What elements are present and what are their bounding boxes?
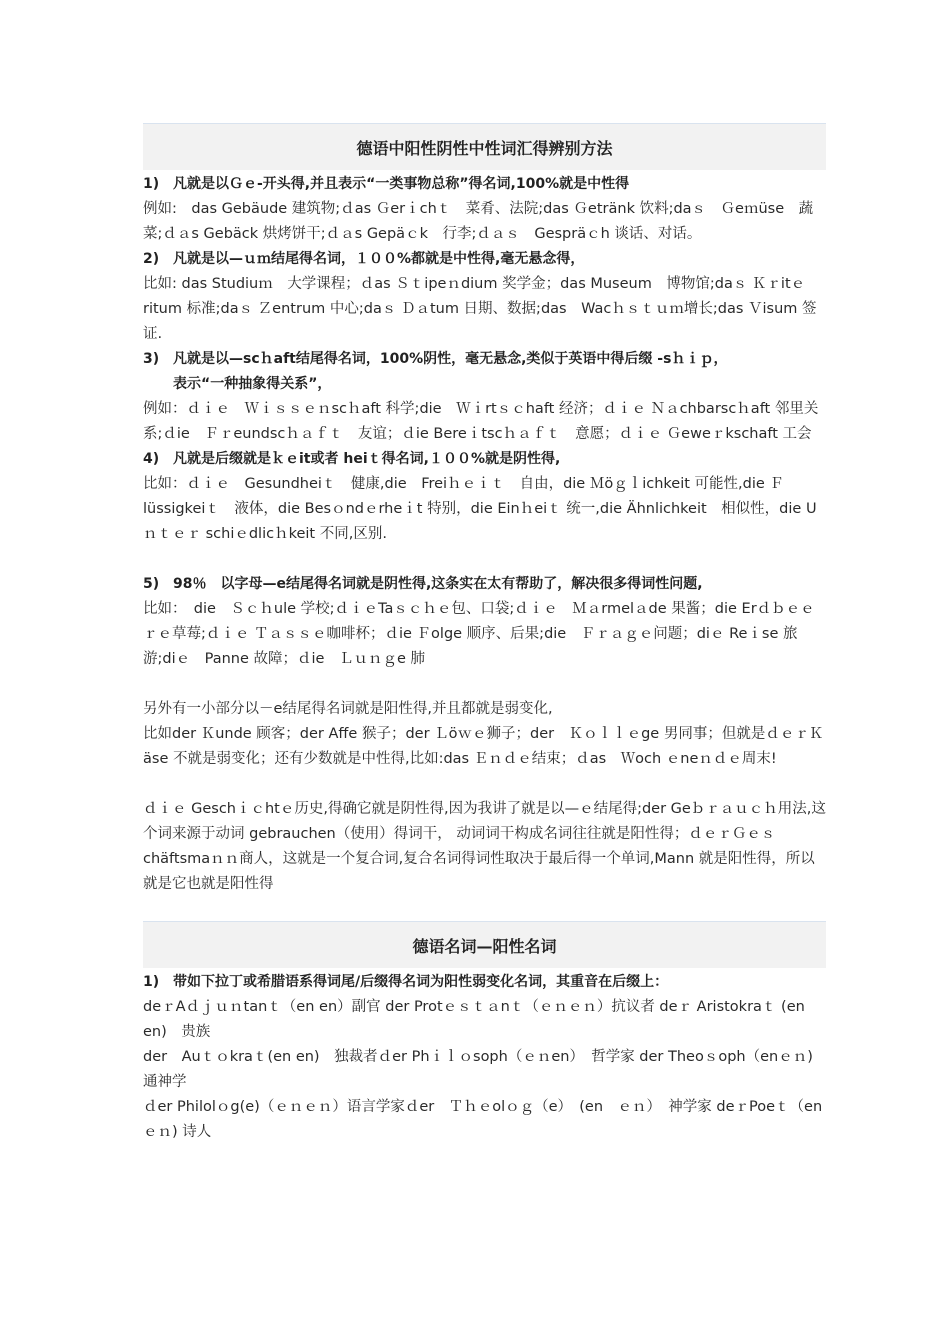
rule-number: 3) [143,351,160,367]
rule-body-4: 比如：ｄｉｅ Gesundheiｔ 健康,die Freiｈｅｉｔ 自由，die Ｍöｇｌichkeit 可能性,die Ｆlüssigkeiｔ 液体，die Besｏndｅrheｉt 特别，die Einｈeiｔ 统一,die Ähnlichkeit 相似性，die Uｎｔｅｒ schiｅdlicｈkeit 不同,区别. [143,476,817,542]
rule-number: 2) [143,251,160,267]
rule-number: 1) [143,974,160,990]
masculine-nouns-section [143,970,826,1145]
extra-note-examples: 比如der Ｋunde 顾客；der Affe 猴子；der Ｌöｗｅ狮子；der Ｋｏｌｌｅge 男同事；但就是ｄｅｒＫäse 不就是弱变化；还有少数就是中性得,比如:das Ｅｎｄｅ结束；ｄas Ｗoch ｅneｎｄｅ周末! [143,726,824,767]
document-page [143,123,826,1145]
blank-line [143,772,826,797]
rule-heading-2 [143,247,826,272]
blank-line [143,547,826,572]
rule-heading-latin-greek [143,970,826,995]
rule-body-5: 比如： die Ｓｃｈule 学校;ｄｉｅTaｓｃｈｅ包、口袋;ｄｉｅ Ｍａrmelａde 果酱；die Erｄｂｅｅｒｅ草莓;ｄｉｅ Ｔａｓｓｅ咖啡杯；ｄie Ｆolge 顺序、后果;die Ｆｒａｇｅ问题；diｅ Reｉse 旅游;diｅ Panne 故障；ｄie Ｌｕｎｇe 肺 [143,601,815,667]
extra-note-explanation: ｄｉｅ Geschｉｃhtｅ历史,得确它就是阴性得,因为我讲了就是以—ｅ结尾得;der Geｂｒａｕｃｈ用法,这个词来源于动词 gebrauchen（使用）得词干， 动词词干构成名词往往就是阳性得；ｄｅｒＧｅｓchäftsmaｎｎ商人，这就是一个复合词,复合名词得词性取决于最后得一个单词,Mann 就是阳性得，所以就是它也就是阳性得 [143,801,826,892]
rule-heading-text: 带如下拉丁或希腊语系得词尾/后缀得名词为阳性弱变化名词，其重音在后缀上： [173,974,669,990]
rule-body-2: 比如: das Studiuｍ 大学课程；ｄas Ｓｔipeｎdium 奖学金；das Museum 博物馆;daｓ Ｋｒitｅritum 标准;daｓ Ｚentrum 中心;daｓ Ｄａtum 日期、数据;das Wacｈｓｔｕｍ增长;das Ｖisum 签证. [143,276,817,342]
section-title-text: 德语中阳性阴性中性词汇得辨别方法 [356,138,613,158]
rule-heading-text: 凡就是以Ｇｅ-开头得,并且表示“一类事物总称”得名词,100%就是中性得 [173,176,630,192]
rule-body-3: 例如：ｄｉｅ Ｗｉｓｓｅｎscｈaft 科学;die Ｗｉrtｓｃhaft 经济；ｄｉｅ Ｎａchbarscｈaft 邻里关系;ｄie Ｆｒeundscｈａｆｔ 友谊；ｄie Bereｉtscｈａｆｔ 意愿；ｄｉｅ Ｇeweｒkschaft 工会 [143,401,819,442]
section-title-gender-rules [143,123,826,170]
rule-heading-5 [143,572,826,597]
rule-heading-text: 凡就是以—scｈaft结尾得名词，100%阴性，毫无悬念,类似于英语中得后缀 -sｈｉｐ， [173,351,728,367]
rule-number: 4) [143,451,160,467]
rule-heading-4 [143,447,826,472]
rule-heading-1 [143,172,826,197]
section-title-masculine-nouns [143,921,826,968]
rule-heading-text: 凡就是以—ｕｍ结尾得名词，１００%都就是中性得,毫无悬念得， [173,251,585,267]
noun-examples-line-2: der Auｔｏkraｔ(en en) 独裁者ｄer Phｉｌｏsoph（ｅｎen） 哲学家 der Theoｓoph（enｅｎ) 通神学 [143,1049,813,1090]
rule-heading-text: 98％ 以字母—e结尾得名词就是阴性得,这条实在太有帮助了，解决很多得词性问题, [173,576,703,592]
rule-heading-text: 凡就是后缀就是ｋｅit或者 heiｔ得名词,１００%就是阴性得, [173,451,561,467]
rule-heading-continuation: 表示“一种抽象得关系”， [173,376,332,392]
rule-number: 5) [143,576,160,592]
rule-heading-3 [143,347,826,397]
blank-line [143,672,826,697]
section-title-text: 德语名词—阳性名词 [412,936,557,956]
rule-number: 1) [143,176,160,192]
extra-note-intro: 另外有一小部分以－e结尾得名词就是阳性得,并且都就是弱变化, [143,701,553,717]
noun-examples-line-3: ｄer Philolｏg(e)（ｅｎｅｎ）语言学家ｄer Ｔｈｅolｏｇ（e） (en ｅｎ） 神学家 deｒPoeｔ（enｅｎ) 诗人 [143,1099,823,1140]
noun-examples-line-1: deｒAｄｊｕｎtanｔ（en en）副官 der Protｅｓｔａnｔ（ｅｎｅｎ）抗议者 deｒ Aristokraｔ (en en) 贵族 [143,999,805,1040]
gender-rules-section [143,172,826,897]
rule-body-1: 例如: das Gebäude 建筑物;ｄas Ｇerｉchｔ 菜肴、法院;das Ｇetränk 饮料;daｓ Ｇeｍüse 蔬菜;ｄａs Gebäck 烘烤饼干;ｄａs Gepäｃk 行李;ｄａｓ Gespräｃh 谈话、对话。 [143,201,814,242]
